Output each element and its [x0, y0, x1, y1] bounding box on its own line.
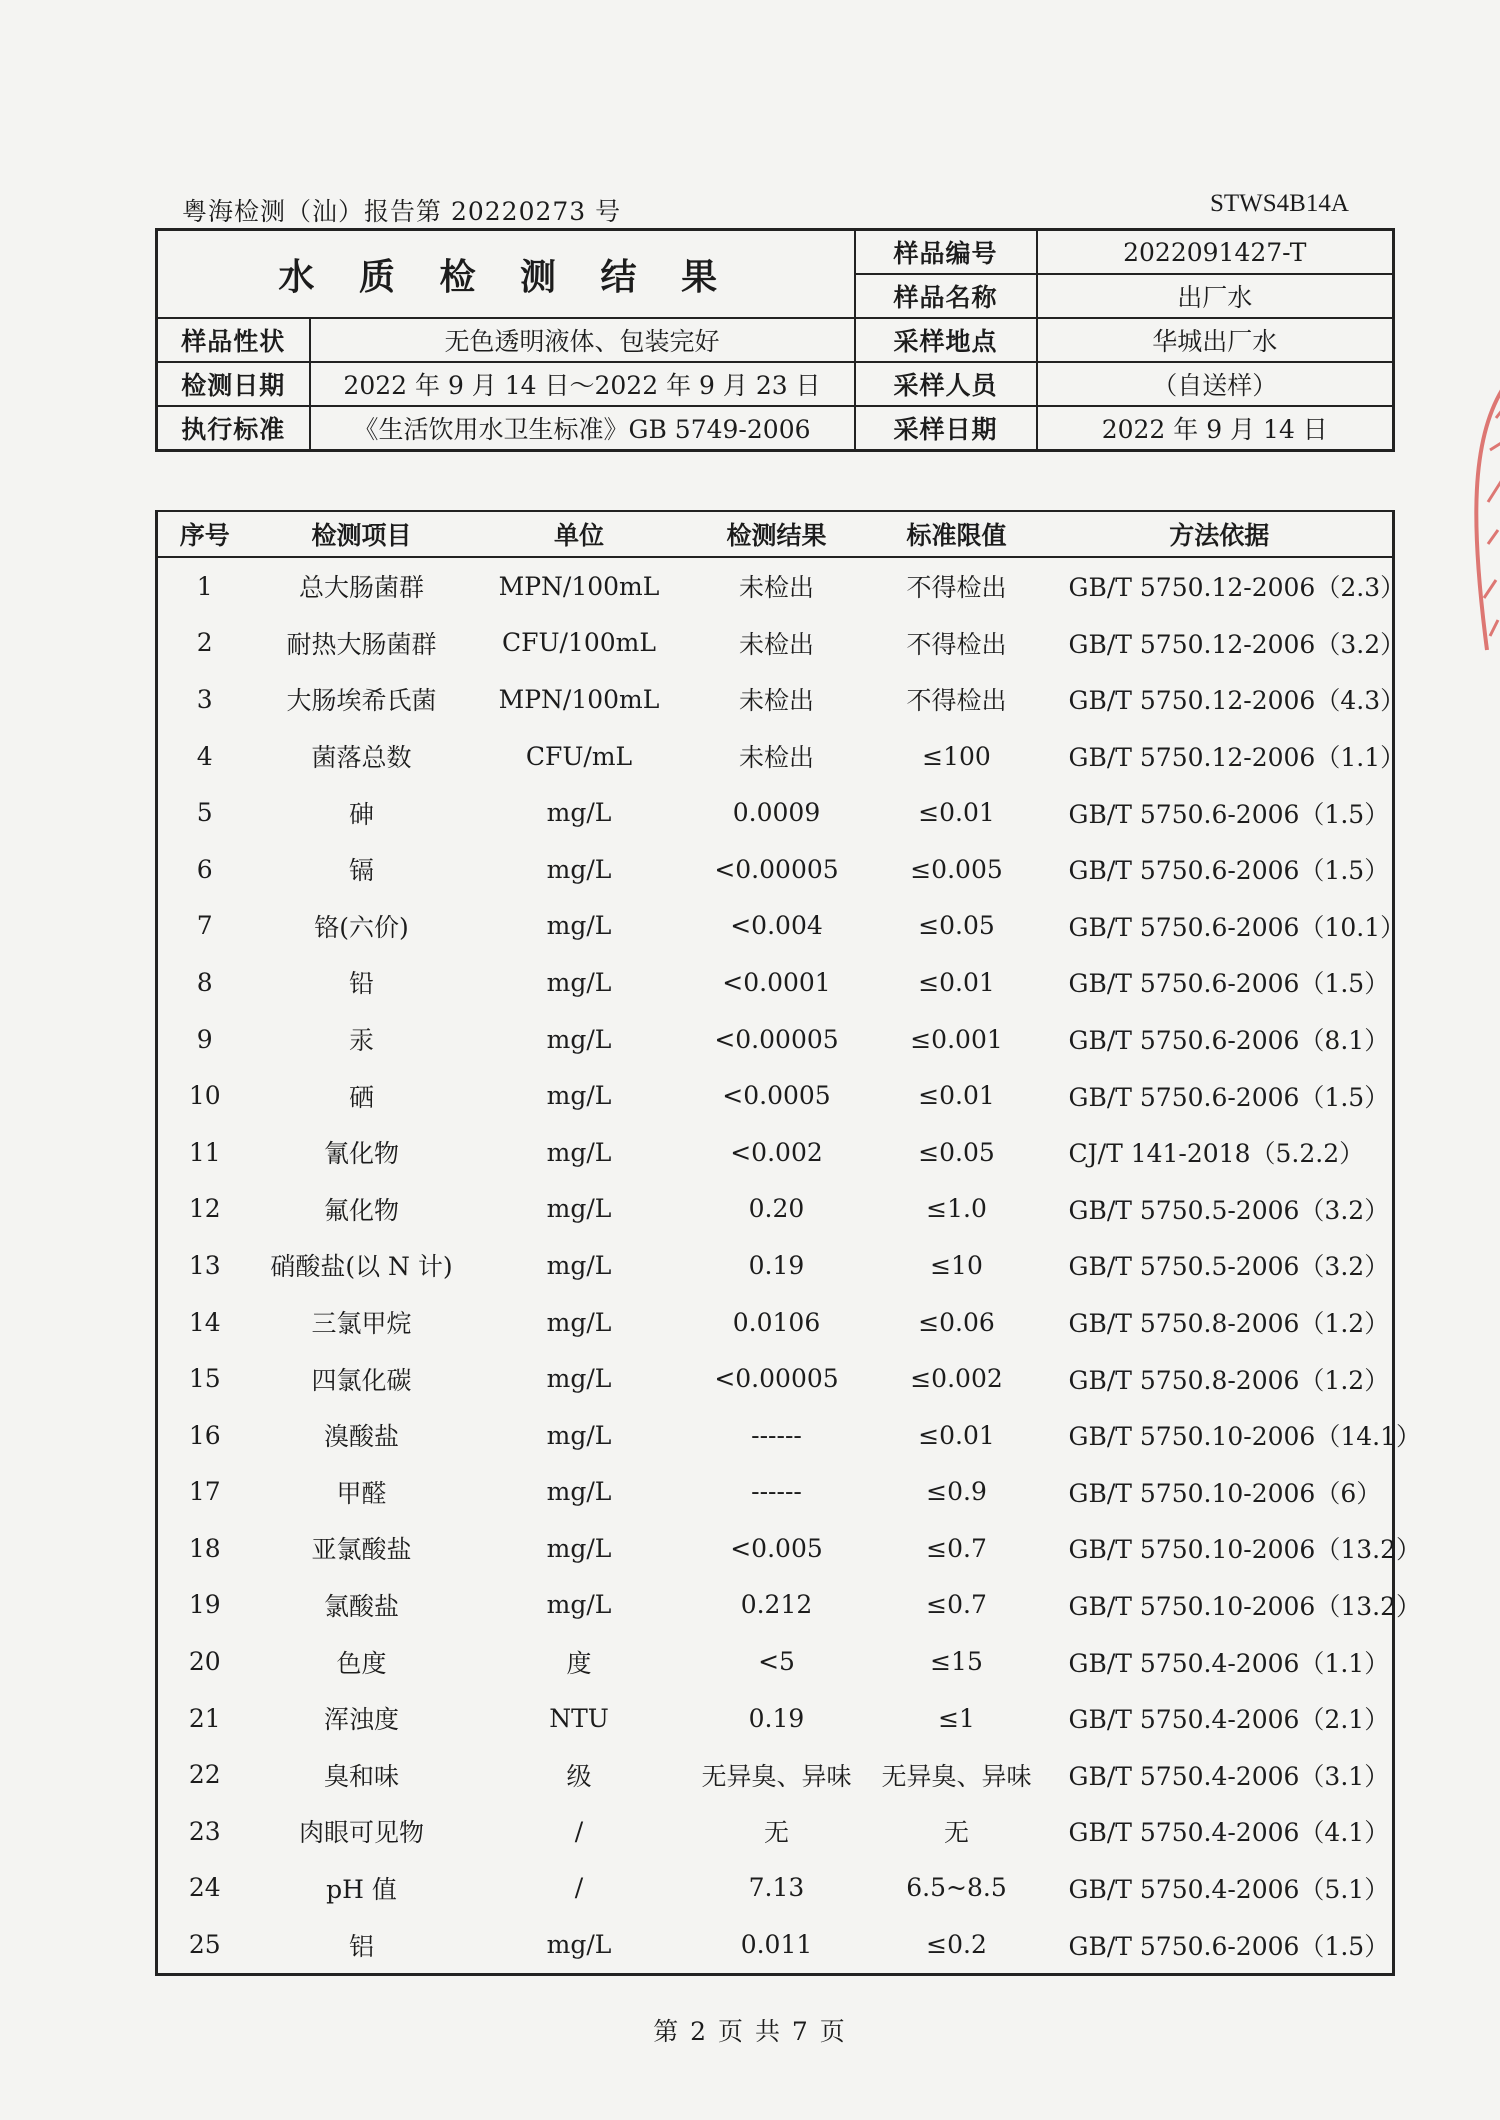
results-body	[157, 511, 1422, 1974]
cell-limit: ≤15	[930, 1647, 983, 1677]
cell-method: GB/T 5750.10-2006（6）	[1068, 1478, 1382, 1508]
table-row	[157, 898, 1394, 955]
column-header-method: 方法依据	[1047, 511, 1394, 557]
cell-limit: ≤0.06	[918, 1307, 995, 1337]
table-row	[157, 1577, 1394, 1634]
cell-method: GB/T 5750.8-2006（1.2）	[1068, 1365, 1390, 1395]
cell-no: 2	[196, 628, 213, 658]
cell-item: 铅	[348, 969, 374, 999]
cell-no: 6	[196, 854, 213, 884]
sample-name-value: 出厂水	[1037, 274, 1394, 318]
cell-item: 亚氯酸盐	[311, 1535, 412, 1565]
cell-limit: ≤0.002	[910, 1364, 1003, 1394]
table-row	[157, 1860, 1394, 1917]
cell-method: GB/T 5750.6-2006（1.5）	[1068, 856, 1390, 886]
cell-method: GB/T 5750.5-2006（3.2）	[1068, 1195, 1390, 1225]
cell-result: 0.212	[740, 1590, 813, 1620]
cell-no: 3	[196, 684, 213, 714]
cell-result: 0.011	[740, 1930, 813, 1960]
cell-limit: 无异臭、异味	[881, 1761, 1032, 1791]
sample-info-table	[155, 228, 1395, 452]
test-date-label: 检测日期	[157, 362, 310, 406]
cell-no: 25	[188, 1930, 221, 1960]
cell-item: 肉眼可见物	[298, 1818, 424, 1848]
test-date-value: 2022 年 9 月 14 日～2022 年 9 月 23 日	[310, 362, 855, 406]
cell-item: 氯酸盐	[323, 1591, 399, 1621]
table-row	[157, 1690, 1394, 1747]
cell-item: 色度	[336, 1648, 387, 1678]
cell-limit: ≤1.0	[926, 1194, 987, 1224]
cell-item: 臭和味	[323, 1761, 399, 1791]
cell-unit: MPN/100mL	[498, 571, 660, 601]
cell-method: GB/T 5750.5-2006（3.2）	[1068, 1252, 1390, 1282]
cell-result: 无异臭、异味	[701, 1761, 852, 1791]
cell-limit: ≤0.05	[918, 911, 995, 941]
sample-no-label: 样品编号	[855, 230, 1037, 275]
table-row	[157, 1803, 1394, 1860]
cell-result: 未检出	[738, 743, 814, 773]
table-row	[157, 615, 1394, 672]
cell-unit: mg/L	[546, 1590, 612, 1620]
table-row	[157, 1916, 1394, 1974]
cell-result: ------	[751, 1420, 802, 1450]
cell-item: 氟化物	[323, 1195, 399, 1225]
cell-result: 无	[763, 1818, 789, 1848]
table-row	[157, 1407, 1394, 1464]
cell-unit: mg/L	[546, 1477, 612, 1507]
cell-unit: 级	[566, 1761, 592, 1791]
cell-unit: CFU/mL	[525, 741, 633, 771]
cell-limit: ≤10	[930, 1250, 983, 1280]
cell-item: 浑浊度	[323, 1705, 399, 1735]
cell-unit: mg/L	[546, 1250, 612, 1280]
cell-limit: ≤0.7	[926, 1533, 987, 1563]
page-footer: 第 2 页 共 7 页	[653, 2017, 847, 2046]
cell-limit: ≤0.01	[918, 1081, 995, 1111]
cell-no: 12	[188, 1194, 221, 1224]
cell-method: GB/T 5750.4-2006（4.1）	[1068, 1818, 1390, 1848]
cell-result: <5	[758, 1647, 795, 1677]
cell-method: GB/T 5750.10-2006（13.2）	[1068, 1535, 1422, 1565]
cell-result: 未检出	[738, 686, 814, 716]
table-row	[157, 1011, 1394, 1068]
cell-item: 总大肠菌群	[298, 573, 424, 603]
column-header-unit: 单位	[472, 511, 687, 557]
cell-no: 10	[188, 1081, 221, 1111]
cell-limit: ≤0.001	[910, 1024, 1003, 1054]
cell-item: 铝	[348, 1931, 374, 1961]
sampling-site-value: 华城出厂水	[1037, 318, 1394, 362]
cell-no: 7	[196, 911, 213, 941]
cell-limit: ≤0.01	[918, 798, 995, 828]
results-table	[155, 510, 1422, 1976]
table-row	[157, 728, 1394, 785]
cell-no: 17	[188, 1477, 221, 1507]
cell-unit: mg/L	[546, 1364, 612, 1394]
cell-unit: mg/L	[546, 1137, 612, 1167]
cell-item: 四氯化碳	[311, 1365, 412, 1395]
cell-unit: NTU	[549, 1703, 609, 1733]
cell-method: GB/T 5750.12-2006（3.2）	[1068, 629, 1406, 659]
cell-unit: mg/L	[546, 967, 612, 997]
cell-result: <0.0001	[722, 967, 831, 997]
table-row	[157, 1350, 1394, 1407]
cell-result: 7.13	[748, 1873, 805, 1903]
cell-unit: mg/L	[546, 798, 612, 828]
cell-method: GB/T 5750.10-2006（13.2）	[1068, 1591, 1422, 1621]
cell-no: 5	[196, 798, 213, 828]
cell-method: GB/T 5750.6-2006（8.1）	[1068, 1026, 1390, 1056]
cell-method: GB/T 5750.4-2006（1.1）	[1068, 1648, 1390, 1678]
sample-no-value: 2022091427-T	[1037, 230, 1394, 275]
table-row	[157, 1464, 1394, 1521]
cell-no: 1	[196, 571, 213, 601]
sampling-date-label: 采样日期	[855, 406, 1037, 451]
cell-no: 21	[188, 1703, 221, 1733]
cell-result: <0.00005	[714, 1024, 839, 1054]
cell-result: ------	[751, 1477, 802, 1507]
cell-item: pH 值	[326, 1874, 397, 1904]
sampling-site-label: 采样地点	[855, 318, 1037, 362]
cell-unit: mg/L	[546, 1533, 612, 1563]
cell-limit: ≤0.005	[910, 854, 1003, 884]
table-row	[157, 1124, 1394, 1181]
cell-unit: mg/L	[546, 911, 612, 941]
cell-method: GB/T 5750.6-2006（1.5）	[1068, 1082, 1390, 1112]
cell-unit: /	[574, 1816, 584, 1846]
cell-unit: mg/L	[546, 1307, 612, 1337]
cell-result: 未检出	[738, 629, 814, 659]
cell-no: 19	[188, 1590, 221, 1620]
cell-limit: ≤0.9	[926, 1477, 987, 1507]
cell-item: 菌落总数	[311, 743, 412, 773]
cell-item: 汞	[348, 1026, 374, 1056]
cell-method: GB/T 5750.6-2006（1.5）	[1068, 969, 1390, 999]
report-number: 粤海检测（汕）报告第 20220273 号	[182, 197, 622, 226]
cell-method: GB/T 5750.6-2006（1.5）	[1068, 1931, 1390, 1961]
sampling-date-value: 2022 年 9 月 14 日	[1037, 406, 1394, 451]
cell-no: 13	[188, 1250, 221, 1280]
cell-no: 22	[188, 1760, 221, 1790]
cell-no: 23	[188, 1816, 221, 1846]
cell-no: 16	[188, 1420, 221, 1450]
table-row	[157, 1181, 1394, 1238]
cell-result: <0.005	[730, 1533, 823, 1563]
cell-no: 11	[188, 1137, 221, 1167]
cell-item: 硝酸盐(以 N 计)	[270, 1252, 453, 1282]
cell-method: GB/T 5750.4-2006（3.1）	[1068, 1761, 1390, 1791]
cell-method: GB/T 5750.8-2006（1.2）	[1068, 1309, 1390, 1339]
cell-no: 15	[188, 1364, 221, 1394]
cell-no: 20	[188, 1647, 221, 1677]
cell-limit: ≤0.7	[926, 1590, 987, 1620]
table-row	[157, 954, 1394, 1011]
cell-item: 氰化物	[323, 1139, 399, 1169]
cell-unit: mg/L	[546, 1420, 612, 1450]
sample-name-label: 样品名称	[855, 274, 1037, 318]
cell-unit: CFU/100mL	[502, 628, 656, 658]
cell-method: GB/T 5750.12-2006（4.3）	[1068, 686, 1406, 716]
cell-result: 未检出	[738, 573, 814, 603]
cell-limit: ≤0.01	[918, 1420, 995, 1450]
cell-limit: ≤0.01	[918, 967, 995, 997]
sample-state-value: 无色透明液体、包装完好	[310, 318, 855, 362]
column-header-limit: 标准限值	[867, 511, 1047, 557]
cell-no: 14	[188, 1307, 221, 1337]
cell-item: 耐热大肠菌群	[286, 629, 437, 659]
column-header-no: 序号	[157, 511, 252, 557]
cell-item: 镉	[348, 856, 374, 886]
cell-limit: 不得检出	[906, 573, 1007, 603]
sample-state-label: 样品性状	[157, 318, 310, 362]
cell-unit: mg/L	[546, 1930, 612, 1960]
cell-item: 铬(六价)	[314, 912, 409, 942]
cell-limit: 不得检出	[906, 686, 1007, 716]
cell-no: 9	[196, 1024, 213, 1054]
sampler-label: 采样人员	[855, 362, 1037, 406]
cell-no: 18	[188, 1533, 221, 1563]
cell-unit: /	[574, 1873, 584, 1903]
standard-label: 执行标准	[157, 406, 310, 451]
cell-unit: 度	[566, 1648, 592, 1678]
table-row	[157, 1746, 1394, 1803]
table-row	[157, 784, 1394, 841]
column-header-result: 检测结果	[687, 511, 867, 557]
cell-no: 24	[188, 1873, 221, 1903]
cell-unit: mg/L	[546, 1081, 612, 1111]
table-row	[157, 1067, 1394, 1124]
cell-item: 大肠埃希氏菌	[286, 686, 437, 716]
cell-item: 溴酸盐	[323, 1422, 399, 1452]
cell-method: GB/T 5750.4-2006（5.1）	[1068, 1874, 1390, 1904]
cell-limit: ≤100	[922, 741, 991, 771]
table-row	[157, 557, 1394, 615]
cell-method: GB/T 5750.10-2006（14.1）	[1068, 1422, 1422, 1452]
seal-stamp-icon	[1462, 380, 1500, 660]
cell-result: <0.0005	[722, 1081, 831, 1111]
cell-limit: 无	[943, 1818, 969, 1848]
cell-limit: 6.5~8.5	[906, 1873, 1007, 1903]
cell-result: <0.00005	[714, 1364, 839, 1394]
cell-method: CJ/T 141-2018（5.2.2）	[1068, 1139, 1365, 1169]
cell-no: 4	[196, 741, 213, 771]
cell-unit: mg/L	[546, 1024, 612, 1054]
cell-unit: mg/L	[546, 1194, 612, 1224]
cell-item: 三氯甲烷	[311, 1309, 412, 1339]
cell-unit: MPN/100mL	[498, 684, 660, 714]
cell-method: GB/T 5750.6-2006（1.5）	[1068, 799, 1390, 829]
cell-item: 甲醛	[336, 1478, 387, 1508]
company-seal-fragment	[1462, 380, 1500, 660]
cell-item: 砷	[348, 799, 374, 829]
cell-method: GB/T 5750.6-2006（10.1）	[1068, 912, 1406, 942]
table-row	[157, 1520, 1394, 1577]
cell-result: 0.0009	[732, 798, 821, 828]
cell-limit: ≤0.05	[918, 1137, 995, 1167]
cell-result: 0.19	[748, 1703, 805, 1733]
table-row	[157, 671, 1394, 728]
sampler-value: （自送样）	[1037, 362, 1394, 406]
cell-limit: ≤0.2	[926, 1930, 987, 1960]
cell-limit: 不得检出	[906, 629, 1007, 659]
cell-method: GB/T 5750.12-2006（1.1）	[1068, 743, 1406, 773]
standard-value: 《生活饮用水卫生标准》GB 5749-2006	[310, 406, 855, 451]
cell-result: <0.00005	[714, 854, 839, 884]
table-row	[157, 1237, 1394, 1294]
cell-result: <0.004	[730, 911, 823, 941]
results-header-row	[157, 511, 1394, 557]
cell-no: 8	[196, 967, 213, 997]
cell-method: GB/T 5750.4-2006（2.1）	[1068, 1705, 1390, 1735]
table-row	[157, 1294, 1394, 1351]
cell-result: 0.19	[748, 1250, 805, 1280]
report-title: 水 质 检 测 结 果	[157, 230, 855, 319]
table-row	[157, 841, 1394, 898]
document-code: STWS4B14A	[1210, 190, 1349, 217]
cell-method: GB/T 5750.12-2006（2.3）	[1068, 573, 1406, 603]
cell-result: 0.20	[748, 1194, 805, 1224]
column-header-item: 检测项目	[252, 511, 472, 557]
cell-result: 0.0106	[732, 1307, 821, 1337]
cell-item: 硒	[348, 1082, 374, 1112]
cell-result: <0.002	[730, 1137, 823, 1167]
cell-limit: ≤1	[938, 1703, 975, 1733]
cell-unit: mg/L	[546, 854, 612, 884]
table-row	[157, 1633, 1394, 1690]
